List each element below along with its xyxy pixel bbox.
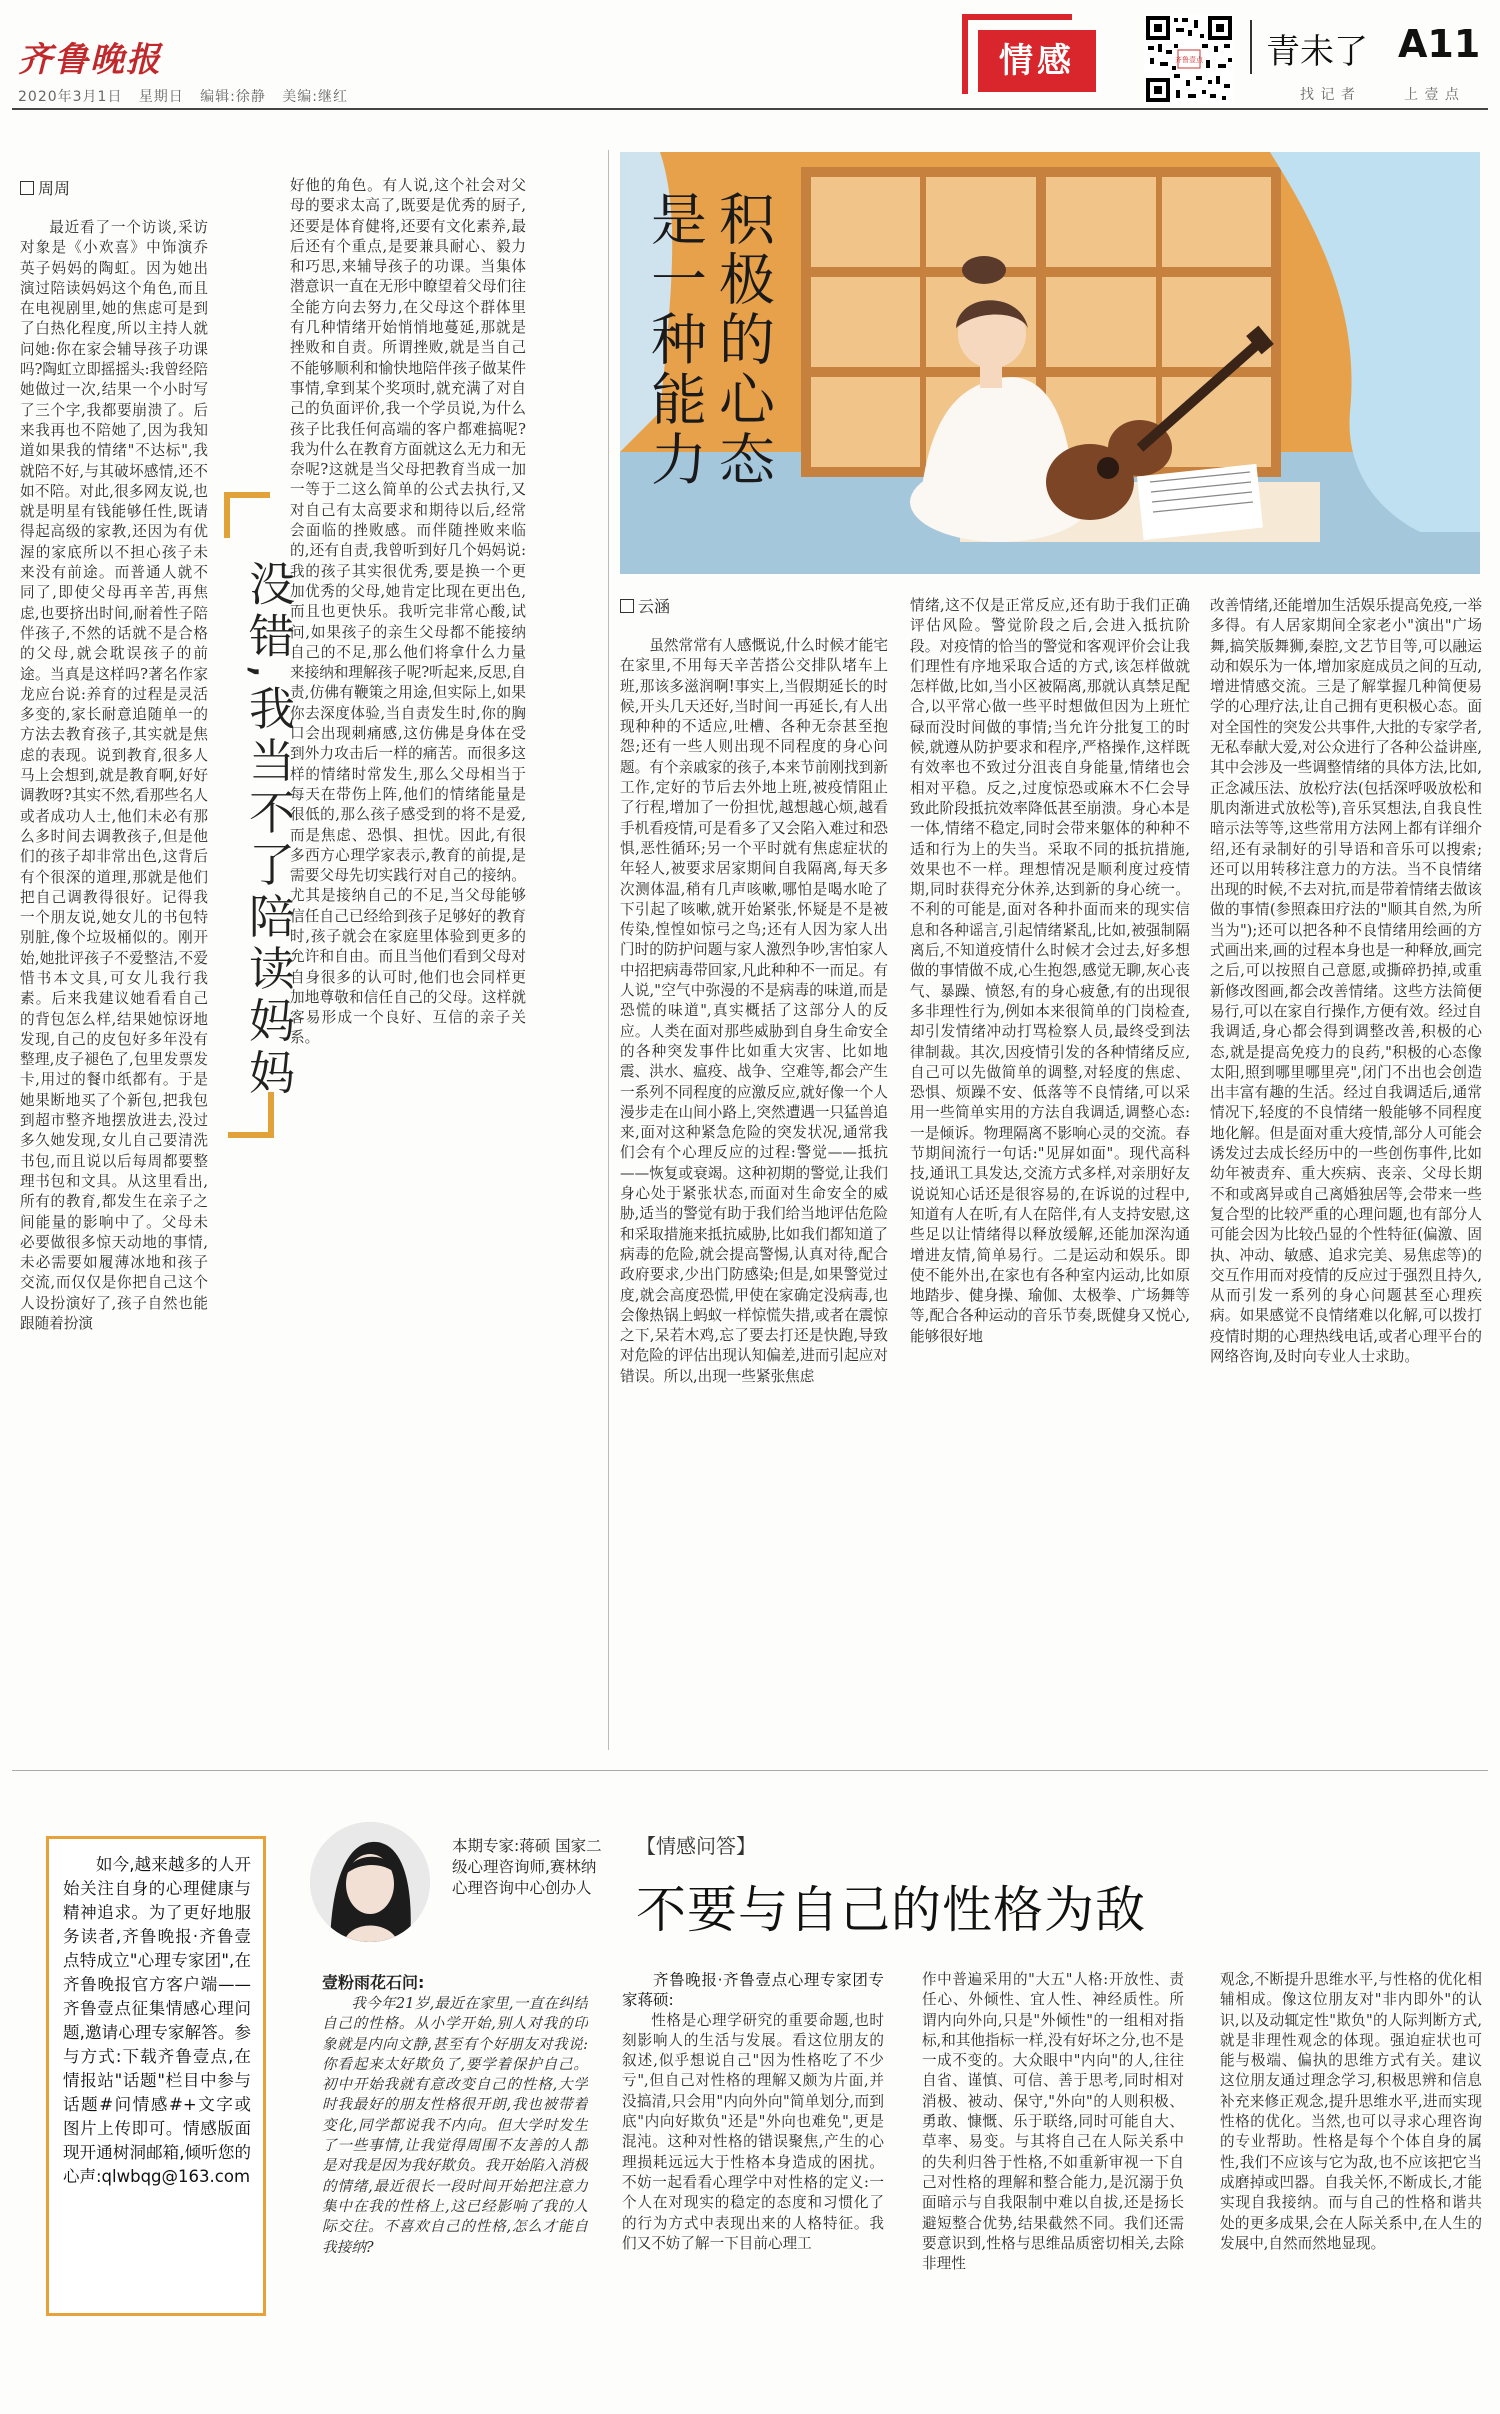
answer-column-3 — [1220, 1970, 1482, 2394]
answer-body-2: 作中普遍采用的"大五"人格:开放性、责任心、外倾性、宜人性、神经质性。所谓内向外向,只是"外倾性"的一组相对指标,和其他指标一样,没有好坏之分,也不是一成不变的。大众眼中"内向"的人,往往自省、谨慎、可信、善于思考,同时相对消极、被动、保守,"外向"的人则积极、勇敢、慷慨、乐于联络,同时可能自大、草率、易变。与其将自己在人际关系中的失利归咎于性格,不如重新审视一下自己对性格的理解和整合能力,是沉溺于负面暗示与自我限制中难以自拔,还是扬长避短整合优势,结果截然不同。我们还需要意识到,性格与思维品质密切相关,去除非理性 — [922, 1971, 1184, 2273]
article2-column-2 — [910, 596, 1190, 1748]
masthead-rule — [12, 108, 1488, 110]
newspaper-logo: 齐鲁晚报 — [18, 40, 162, 80]
notice-box — [46, 1836, 266, 2316]
article1-byline: 周周 — [20, 176, 70, 199]
article2-column-1 — [620, 636, 888, 1748]
article2-body-3: 改善情绪,还能增加生活娱乐提高免疫,一举多得。有人居家期间全家老小"演出"广场舞,搞笑版舞狮,秦腔,文艺节目等,可以融运动和娱乐为一体,增加家庭成员之间的互动,增进情感交流。三是了解掌握几种简便易学的心理疗法,让自己拥有更积极心态。面对全国性的突发公共事件,大批的专家学者,无私奉献大爱,对公众进行了各种公益讲座,其中会涉及一些调整情绪的具体方法,比如,正念减压法、放松疗法(包括深呼吸放松和肌肉渐进式放松等),音乐冥想法,自我良性暗示法等等,这些常用方法网上都有详细介绍,还有录制好的引导语和音乐可以搜索;还可以用转移注意力的方法。当不良情绪出现的时候,不去对抗,而是带着情绪去做该做的事情(参照森田疗法的"顺其自然,为所当为");还可以把各种不良情绪用绘画的方式画出来,画的过程本身也是一种释放,画完之后,可以按照自己意愿,或撕碎扔掉,或重新修改图画,都会改善情绪。这些方法简便易行,可以在家自行操作,方便有效。经过自我调适,身心都会得到调整改善,积极的心态,就是提高免疫力的良药,"积极的心态像太阳,照到哪里哪里亮",闭门不出也会创造出丰富有趣的生活。经过自我调适后,通常情况下,轻度的不良情绪一般能够不同程度地化解。但是面对重大疫情,部分人可能会诱发过去成长经历中的一些创伤事件,比如幼年被责弃、重大疾病、丧亲、父母长期不和或离异或自己离婚独居等,会带来一些复合型的比较严重的心理问题,也有部分人可能会因为比较凸显的个性特征(偏激、固执、冲动、敏感、追求完美、易焦虑等)的交互作用而对疫情的反应过于强烈且持久,从而引发一系列的身心问题甚至心理疾病。如果感觉不良情绪难以化解,可以拨打疫情时期的心理热线电话,或者心理平台的网络咨询,及时向专业人士求助。 — [1210, 597, 1482, 1365]
article3-headline: 不要与自己的性格为敌 — [636, 1881, 1146, 1939]
article1-headline-bracket-bottom — [228, 1092, 274, 1138]
answer-heading: 齐鲁晚报·齐鲁壹点心理专家团专家蒋硕: — [622, 1971, 884, 2010]
article1-column-2 — [290, 176, 526, 1748]
page-number: A11 — [1398, 22, 1481, 66]
column-rule — [608, 150, 609, 1750]
page-name: 青未了 — [1266, 32, 1368, 72]
article1-body-1: 最近看了一个访谈,采访对象是《小欢喜》中饰演乔英子妈妈的陶虹。因为她出演过陪读妈妈这个角色,而且在电视剧里,她的焦虑可是到了白热化程度,所以主持人就问她:你在家会辅导孩子功课吗?陶虹立即摇摇头:我曾经陪她做过一次,结果一个小时写了三个字,我都要崩溃了。后来我再也不陪她了,因为我知道如果我的情绪"不达标",我就陪不好,与其破坏感情,还不如不陪。对此,很多网友说,也就是明星有钱能够任性,既请得起高级的家教,还因为有优渥的家底所以不担心孩子未来没有前途。而普通人就不同了,即使父母再辛苦,再焦虑,也要挤出时间,耐着性子陪伴孩子,不然的话就不是合格的父母,就会耽误孩子的前途。当真是这样吗?著名作家龙应台说:养育的过程是灵活多变的,家长耐意追随单一的方法去教育孩子,其实就是焦虑的表现。说到教育,很多人马上会想到,就是教育啊,好好调教呀?其实不然,看那些名人或者成功人士,他们未必有那么多时间去调教孩子,但是他们的孩子却非常出色,这背后有个很深的道理,那就是他们把自己调教得很好。记得我一个朋友说,她女儿的书包特别脏,像个垃圾桶似的。刚开始,她批评孩子不爱整洁,不爱惜书本文具,可女儿我行我素。后来我建议她看看自己的背包怎么样,结果她惊讶地发现,自己的皮包好多年没有整理,皮子褪色了,包里发票发卡,用过的餐巾纸都有。于是她果断地买了个新包,把我包到超市整齐地摆放进去,没过多久她发现,女儿自己要清洗书包,而且说以后每周都要整理书包和文具。从这里看出,所有的教育,都发生在亲子之间能量的影响中了。父母未必要做很多惊天动地的事情,未必需要如履薄冰地和孩子交流,而仅仅是你把自己这个人设扮演好了,孩子自然也能跟随着扮演 — [20, 219, 208, 1333]
editor-credit: 编辑:徐静 — [200, 89, 266, 105]
designer-credit: 美编:继红 — [282, 89, 348, 105]
header-divider — [1250, 20, 1252, 74]
article3-kicker: 【情感问答】 — [636, 1834, 756, 1858]
article2-byline: 云涵 — [620, 594, 670, 617]
article2-body-2: 情绪,这不仅是正常反应,还有助于我们正确评估风险。警觉阶段之后,会进入抵抗阶段。对疫情的恰当的警觉和客观评价会让我们理性有序地采取合适的方式,该怎样做就怎样做,比如,当小区被隔离,那就认真禁足配合,以平常心做一些平时想做但因为上班忙碌而没时间做的事情;当允许分批复工的时候,就遵从防护要求和程序,严格操作,这样既有效率也不致过分沮丧自身能量,情绪也会相对平稳。反之,过度惊恐或麻木不仁会导致此阶段抵抗效率降低甚至崩溃。身心本是一体,情绪不稳定,同时会带来躯体的种种不适和行为上的失当。采取不同的抵抗措施,效果也不一样。理想情况是顺利度过疫情期,同时获得充分休养,达到新的身心统一。不利的可能是,面对各种扑面而来的现实信息和各种谣言,引起情绪紧乱,比如,被强制隔离后,不知道疫情什么时候才会过去,好多想做的事情做不成,心生抱怨,感觉无聊,灰心丧气、暴躁、愤怒,有的身心疲惫,有的出现很多非理性行为,例如本来很简单的门岗检查,却引发情绪冲动打骂检察人员,最终受到法律制裁。其次,因疫情引发的各种情绪反应,自己可以先做简单的调整,对轻度的焦虑、恐惧、烦躁不安、低落等不良情绪,可以采用一些简单实用的方法自我调适,调整心态:一是倾诉。物理隔离不影响心灵的交流。春节期间流行一句话:"见屏如面"。现代高科技,通讯工具发达,交流方式多样,对亲朋好友说说知心话还是很容易的,在诉说的过程中,知道有人在听,有人在陪伴,有人支持安慰,这些足以让情绪得以释放缓解,还能加深沟通增进友情,简单易行。二是运动和娱乐。即使不能外出,在家也有各种室内运动,比如原地踏步、健身操、瑜伽、太极拳、广场舞等等,配合各种运动的音乐节奏,既健身又悦心,能够很好地 — [910, 597, 1190, 1345]
article1-body-2: 好他的角色。有人说,这个社会对父母的要求太高了,既要是优秀的厨子,还要是体育健将,还要有文化素养,最后还有个重点,是要兼具耐心、毅力和巧思,来辅导孩子的功课。当集体潜意识一直在无形中瞭望着父母们往全能方向去努力,在父母这个群体里有几种情绪开始悄悄地蔓延,那就是挫败和自责。所谓挫败,就是当自己不能够顺利和愉快地陪伴孩子做某件事情,拿到某个奖项时,就充满了对自己的负面评价,我一个学员说,为什么孩子比我任何高端的客户都难搞呢?我为什么在教育方面就这么无力和无奈呢?这就是当父母把教育当成一加一等于二这么简单的公式去执行,又对自己有太高要求和期待以后,经常会面临的挫败感。而伴随挫败来临的,还有自责,我曾听到好几个妈妈说:我的孩子其实很优秀,要是换一个更加优秀的父母,她肯定比现在更出色,而且也更快乐。我听完非常心酸,试问,如果孩子的亲生父母都不能接纳自己的不足,那么他们将拿什么力量来接纳和理解孩子呢?听起来,反思,自责,仿佛有鞭策之用途,但实际上,如果你去深度体验,当自责发生时,你的胸口会出现刺痛感,这仿佛是身体在受到外力攻击后一样的痛苦。而很多这样的情绪时常发生,那么父母相当于每天在带伤上阵,他们的情绪能量是很低的,那么孩子感受到的将不是爱,而是焦虑、恐惧、担忧。因此,有很多西方心理学家表示,教育的前提,是需要父母先切实践行对自己的接纳。尤其是接纳自己的不足,当父母能够信任自己已经给到孩子足够好的教育时,孩子就会在家庭里体验到更多的允许和自由。而且当他们看到父母对自身很多的认可时,他们也会同样更加地尊敬和信任自己的父母。这样就客易形成一个良好、互信的亲子关系。 — [290, 177, 526, 1047]
answer-column-2 — [922, 1970, 1184, 2394]
issue-date: 2020年3月1日 — [18, 89, 123, 105]
question-text: 我今年21岁,最近在家里,一直在纠结自己的性格。从小学开始,别人对我的印象就是内向文静,甚至有个好朋友对我说:你看起来太好欺负了,要学着保护自己。初中开始我就有意改变自己的性格,大学时我最好的朋友性格很开朗,我也被带着变化,同学都说我不内向。但大学时发生了一些事情,让我觉得周围不友善的人都是对我是因为我好欺负。我开始陷入消极的情绪,最近很长一段时间开始把注意力集中在我的性格上,这已经影响了我的人际交往。不喜欢自己的性格,怎么才能自我接纳? — [322, 1995, 588, 2256]
question-column — [322, 1994, 588, 2394]
article2-body-1: 虽然常常有人感慨说,什么时候才能宅在家里,不用每天辛苦搭公交排队堵车上班,那该多滋润啊!事实上,当假期延长的时候,开头几天还好,当时间一再延长,有人出现种种的不适应,吐槽、各种无奈甚至抱怨;还有一些人则出现不同程度的身心问题。有个亲戚家的孩子,本来节前刚找到新工作,定好的节后去外地上班,被疫情阻止了行程,增加了一份担忧,越想越心烦,越看手机看疫情,可是看多了又会陷入难过和恐惧,恶性循环;另一个平时就有焦虑症状的年轻人,被要求居家期间自我隔离,每天多次测体温,稍有几声咳嗽,哪怕是喝水呛了下引起了咳嗽,就开始紧张,怀疑是不是被传染,惶惶如惊弓之鸟;还有人因为家人出门时的防护问题与家人激烈争吵,害怕家人中招把病毒带回家,凡此种种不一而足。有人说,"空气中弥漫的不是病毒的味道,而是恐慌的味道",真实概括了这部分人的反应。人类在面对那些威胁到自身生命安全的各种突发事件比如重大灾害、比如地震、洪水、瘟疫、战争、空难等,都会产生一系列不同程度的应激反应,就好像一个人漫步走在山间小路上,突然遭遇一只猛兽追来,面对这种紧急危险的突发状况,通常我们会有个心理反应的过程:警觉——抵抗——恢复或衰竭。这种初期的警觉,让我们身心处于紧张状态,而面对生命安全的威胁,适当的警觉有助于我们给当地评估危险和采取措施来抵抗威胁,比如我们都知道了病毒的危险,就会提高警惕,认真对待,配合政府要求,少出门防感染;但是,如果警觉过度,就会高度恐慌,甲使在家确定没病毒,也会像热锅上蚂蚁一样惊慌失措,或者在震惊之下,呆若木鸡,忘了要去打还是快跑,导致对危险的评估出现认知偏差,进而引起应对错误。所以,出现一些紧张焦虑 — [620, 637, 888, 1385]
section-rule — [12, 1770, 1488, 1771]
article2-column-3 — [1210, 596, 1482, 1748]
section-tag: 情感 — [978, 30, 1096, 92]
article1-column-1 — [20, 218, 208, 1748]
article1-headline-bracket-top — [224, 492, 270, 538]
answer-body-3: 观念,不断提升思维水平,与性格的优化相辅相成。像这位朋友对"非内即外"的认识,以及动辄定性"欺负"的人际判断方式,就是非理性观念的体现。强迫症状也可能与极端、偏执的思维方式有关。建议这位朋友通过理念学习,积极思辨和信息补充来修正观念,提升思维水平,进而实现性格的优化。当然,也可以寻求心理咨询的专业帮助。性格是每个个体自身的属性,我们不应该与它为敌,也不应该把它当成磨掉或凹器。自我关怀,不断成长,才能实现自我接纳。而与自己的性格和谐共处的更多成果,会在人际关系中,在人生的发展中,自然而然地显现。 — [1220, 1971, 1482, 2252]
app-tag: 上 壹 点 — [1404, 87, 1460, 103]
article1-headline: 没错,我当不了陪读妈妈 — [242, 560, 296, 1101]
notice-text: 如今,越来越多的人开始关注自身的心理健康与精神追求。为了更好地服务读者,齐鲁晚报·齐鲁壹点特成立"心理专家团",在齐鲁晚报官方客户端——齐鲁壹点征集情感心理问题,邀请心理专家解答。参与方式:下载齐鲁壹点,在情报站"话题"栏目中参与话题#问情感#+文字或图片上传即可。情感版面现开通树洞邮箱,倾听您的心声:qlwbqg@163.com — [63, 1855, 251, 2186]
answer-column-1 — [622, 1970, 884, 2394]
expert-avatar — [310, 1822, 430, 1942]
answer-body-1: 性格是心理学研究的重要命题,也时刻影响人的生活与发展。看这位朋友的叙述,似乎想说自己"因为性格吃了不少亏",但自己对性格的理解又颇为片面,并没搞清,只会用"内向外向"简单划分,而到底"内向好欺负"还是"外向也难免",更是混沌。这种对性格的错误聚焦,产生的心理损耗远远大于性格本身造成的困扰。不妨一起看看心理学中对性格的定义:一个人在对现实的稳定的态度和习惯化了的行为方式中表现出来的人格特征。我们又不妨了解一下目前心理工 — [622, 2011, 884, 2252]
reporter-tag: 找 记 者 — [1300, 87, 1356, 103]
expert-intro: 本期专家:蒋硕 国家二级心理咨询师,赛林纳心理咨询中心创办人 — [452, 1837, 602, 1897]
issue-weekday: 星期日 — [138, 89, 184, 105]
issue-date-line — [18, 86, 348, 106]
question-author: 壹粉雨花石问: — [322, 1973, 425, 1992]
article2-headline: 积极的心态是一种能力 — [642, 190, 775, 490]
qr-code-icon[interactable] — [1144, 14, 1234, 104]
qr-center-label: 齐鲁壹点 — [1175, 56, 1203, 64]
